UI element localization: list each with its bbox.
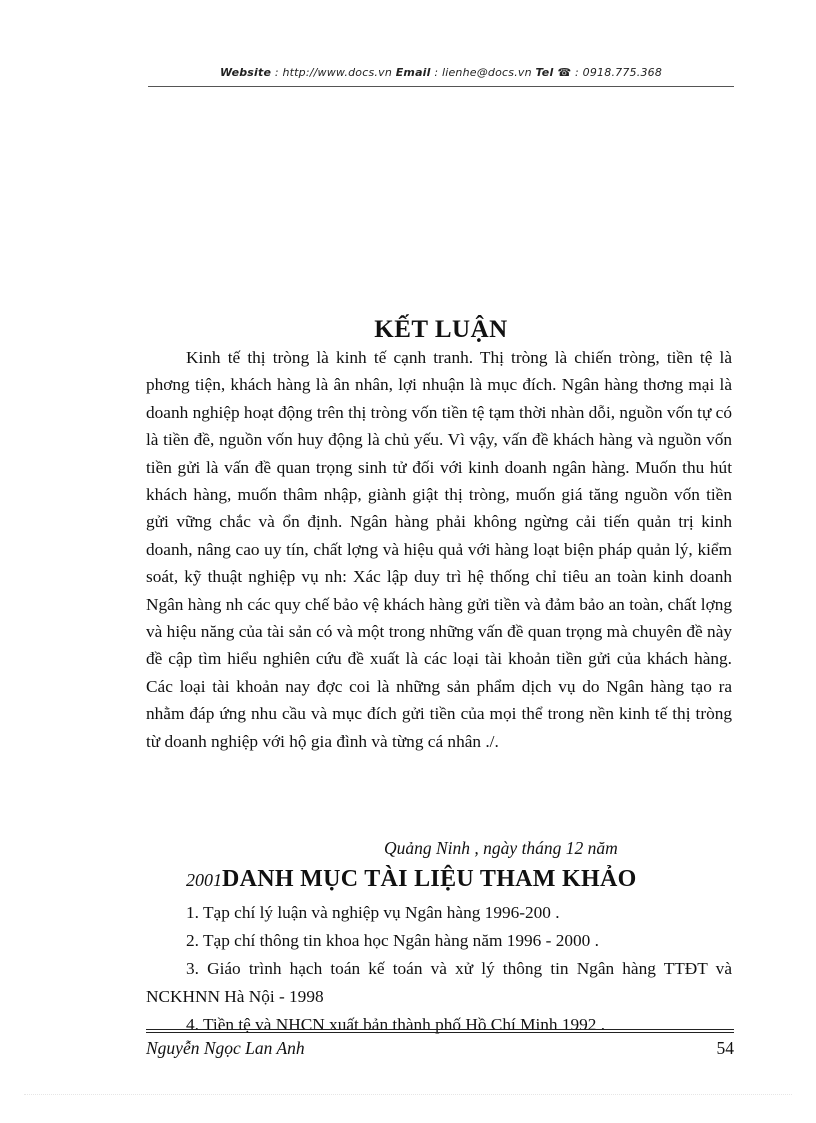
references-heading xyxy=(186,866,746,893)
phone-icon: ☎ xyxy=(553,66,572,79)
signature-year: 2001 xyxy=(186,870,222,890)
website-label: Website xyxy=(219,66,272,79)
references-list xyxy=(146,899,732,1039)
page-number: 54 xyxy=(716,1038,734,1058)
conclusion-paragraph: Kinh tế thị tròng là kinh tế cạnh tranh. Thị tròng là chiến tròng, tiền tệ là phơng tiện, khách hàng là ân nhân, lợi nhuận là mục đích. Ngân hàng thơng mại là doanh nghiệp hoạt động trên thị tròng vốn tiền tệ tạm thời nhàn dỗi, nguồn vốn tự có là tiền đề, nguồn vốn huy động là chủ yếu. Vì vậy, vấn đề khách hàng và nguồn vốn tiền gửi là vấn đề quan trọng sinh tử đối với kinh doanh ngân hàng. Muốn thu hút khách hàng, muốn thâm nhập, giành giật thị tròng, muốn giá tăng nguồn vốn tiền gửi vững chắc và ổn định. Ngân hàng phải không ngừng cải tiến quản trị kinh doanh, nâng cao uy tín, chất lợng và hiệu quả với hàng loạt biện pháp quản lý, kiểm soát, kỹ thuật nghiệp vụ nh: Xác lập duy trì hệ thống chỉ tiêu an toàn kinh doanh Ngân hàng nh các quy chế bảo vệ khách hàng gửi tiền và đảm bảo an toàn, chất lợng và hiệu năng của tài sản có và một trong những vấn đề quan trọng mà chuyên đề này đề cập tìm hiểu nghiên cứu đề xuất là các loại tài khoản tiền gửi của khách hàng. Các loại tài khoản nay đợc coi là những sản phẩm dịch vụ do Ngân hàng tạo ra nhằm đáp ứng nhu cầu và mục đích gửi tiền của mọi thể trong nền kinh tế thị tròng từ doanh nghiệp với hộ gia đình và từng cá nhân ./. xyxy=(146,348,732,751)
references-title: DANH MỤC TÀI LIỆU THAM KHẢO xyxy=(222,866,637,892)
website-value: : http://www.docs.vn xyxy=(271,66,396,79)
footer-author: Nguyễn Ngọc Lan Anh xyxy=(146,1038,305,1058)
bottom-dotted-line xyxy=(24,1094,792,1095)
tel-label: Tel xyxy=(535,66,554,79)
reference-item: 3. Giáo trình hạch toán kế toán và xử lý thông tin Ngân hàng TTĐT và NCKHNN Hà Nội - 1998 xyxy=(146,959,732,1006)
email-value: : lienhe@docs.vn xyxy=(430,66,536,79)
page-title: KẾT LUẬN xyxy=(374,316,508,343)
footer-divider xyxy=(146,1029,734,1033)
signature-line: Quảng Ninh , ngày tháng 12 năm xyxy=(384,838,618,858)
reference-item: 4. Tiền tệ và NHCN xuất bản thành phố Hồ Chí Minh 1992 . xyxy=(186,1015,606,1034)
tel-value: : 0918.775.368 xyxy=(571,66,663,79)
reference-item: 2. Tạp chí thông tin khoa học Ngân hàng năm 1996 - 2000 . xyxy=(186,931,599,950)
reference-item: 1. Tạp chí lý luận và nghiệp vụ Ngân hàng 1996-200 . xyxy=(186,903,560,922)
email-label: Email xyxy=(395,66,431,79)
header-divider xyxy=(148,86,734,87)
page-header xyxy=(148,66,734,79)
